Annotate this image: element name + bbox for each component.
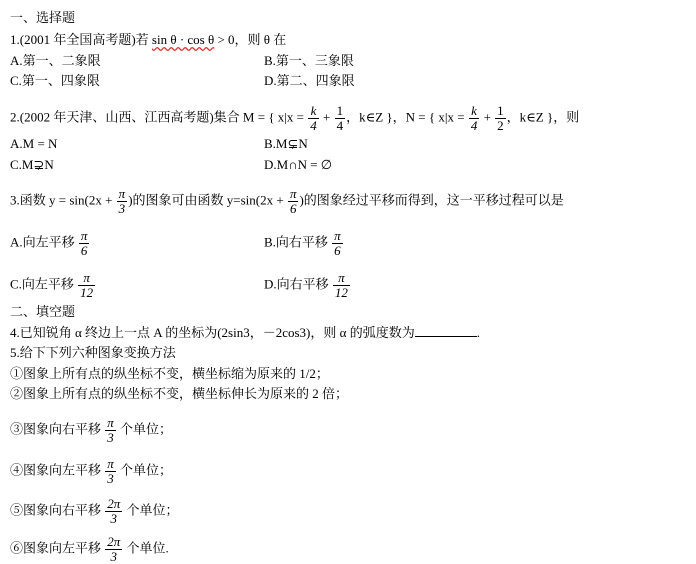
q5-item-4-fraction: $\frac{\pi}{3}$ bbox=[107, 456, 114, 486]
q4-answer-blank bbox=[415, 324, 477, 337]
q2-plus-n: + bbox=[480, 109, 495, 125]
q1-option-a: A.第一、二象限 bbox=[10, 53, 101, 68]
q2-fraction-k-over-4-m: $\frac{k}{4}$ bbox=[310, 103, 317, 133]
q3-stem-part-c: )的图象经过平移而得到，这一平移过程可以是 bbox=[299, 192, 564, 208]
question-1-stem bbox=[10, 32, 286, 48]
q3-option-a-fraction: $\frac{\pi}{6}$ bbox=[80, 228, 88, 258]
q1-stem-prefix: 1.(2001 年全国高考题)若 bbox=[10, 32, 152, 47]
q2-fraction-k-over-4-n: $\frac{k}{4}$ bbox=[470, 103, 478, 133]
q5-item-3: ③图象向右平移 $\frac{\pi}{3}$ 个单位； bbox=[10, 415, 173, 445]
q5-item-6: ⑥图象向左平移 $\frac{2\pi}{3}$ 个单位. bbox=[10, 534, 169, 564]
q2-stem-prefix: 2.(2002 年天津、山西、江西高考题)集合 bbox=[10, 109, 243, 125]
question-3-stem bbox=[10, 186, 564, 216]
q3-fraction-pi-over-6: $\frac{\pi}{6}$ bbox=[289, 186, 297, 216]
q3-option-c: C.向左平移 $\frac{\pi}{12}$ bbox=[10, 270, 94, 300]
question-4 bbox=[10, 324, 480, 340]
q2-fraction-1-over-2: $\frac{1}{2}$ bbox=[497, 103, 504, 133]
q3-option-b: B.向右平移 $\frac{\pi}{6}$ bbox=[264, 228, 341, 258]
q5-item-2: ②图象上所有点的纵坐标不变，横坐标伸长为原来的 2 倍； bbox=[10, 386, 349, 401]
q3-option-d: D.向右平移 $\frac{\pi}{12}$ bbox=[264, 270, 348, 300]
q1-stem-suffix: > 0，则 θ 在 bbox=[214, 32, 287, 47]
q5-item-1: ①图象上所有点的纵坐标不变，横坐标缩为原来的 1/2； bbox=[10, 366, 329, 381]
q5-item-3-fraction: $\frac{\pi}{3}$ bbox=[107, 415, 114, 445]
q1-condition: sin θ · cos θ bbox=[151, 32, 215, 47]
question-2-stem bbox=[10, 103, 580, 133]
q2-set-m-close: ，k∈Z }， bbox=[346, 109, 406, 125]
q2-option-c: C.M⊋N bbox=[10, 157, 54, 172]
q2-set-n-close: ，k∈Z }，则 bbox=[506, 109, 580, 125]
q4-stem: 4.已知锐角 α 终边上一点 A 的坐标为(2sin3，－2cos3)，则 α 的弧度数为 bbox=[10, 325, 415, 340]
q2-set-n-open: N = { x|x = bbox=[405, 109, 468, 125]
q5-item-5-fraction: $\frac{2\pi}{3}$ bbox=[107, 496, 121, 526]
section-fill-title: 二、填空题 bbox=[10, 304, 76, 319]
question-5-stem: 5.给下下列六种图象变换方法 bbox=[10, 345, 176, 360]
q5-item-6-fraction: $\frac{2\pi}{3}$ bbox=[107, 534, 121, 564]
q2-option-d: D.M∩N = ∅ bbox=[264, 157, 333, 172]
q2-plus-m: + bbox=[319, 109, 334, 125]
q2-fraction-1-over-4: $\frac{1}{4}$ bbox=[336, 103, 344, 133]
section-choice-title: 一、选择题 bbox=[10, 10, 76, 25]
q5-item-4: ④图象向左平移 $\frac{\pi}{3}$ 个单位； bbox=[10, 456, 173, 486]
q3-option-c-fraction: $\frac{\pi}{12}$ bbox=[80, 270, 94, 300]
q3-stem-part-a: 3.函数 y = sin(2x + bbox=[10, 192, 116, 208]
q3-option-b-fraction: $\frac{\pi}{6}$ bbox=[334, 228, 341, 258]
q1-option-c: C.第一、四象限 bbox=[10, 73, 100, 88]
q2-set-m-open: M = { x|x = bbox=[242, 109, 308, 125]
q3-stem-part-b: )的图象可由函数 y=sin(2x + bbox=[128, 192, 287, 208]
q1-option-b: B.第一、三象限 bbox=[264, 53, 354, 68]
q1-option-d: D.第二、四象限 bbox=[264, 73, 355, 88]
q2-option-a: A.M = N bbox=[10, 136, 58, 151]
q4-period: . bbox=[476, 325, 480, 340]
q3-option-d-fraction: $\frac{\pi}{12}$ bbox=[334, 270, 348, 300]
q5-item-5: ⑤图象向右平移 $\frac{2\pi}{3}$ 个单位； bbox=[10, 496, 179, 526]
q3-option-a: A.向左平移 $\frac{\pi}{6}$ bbox=[10, 228, 88, 258]
q2-option-b: B.M⊊N bbox=[264, 136, 308, 151]
q3-fraction-pi-over-3: $\frac{\pi}{3}$ bbox=[118, 186, 126, 216]
